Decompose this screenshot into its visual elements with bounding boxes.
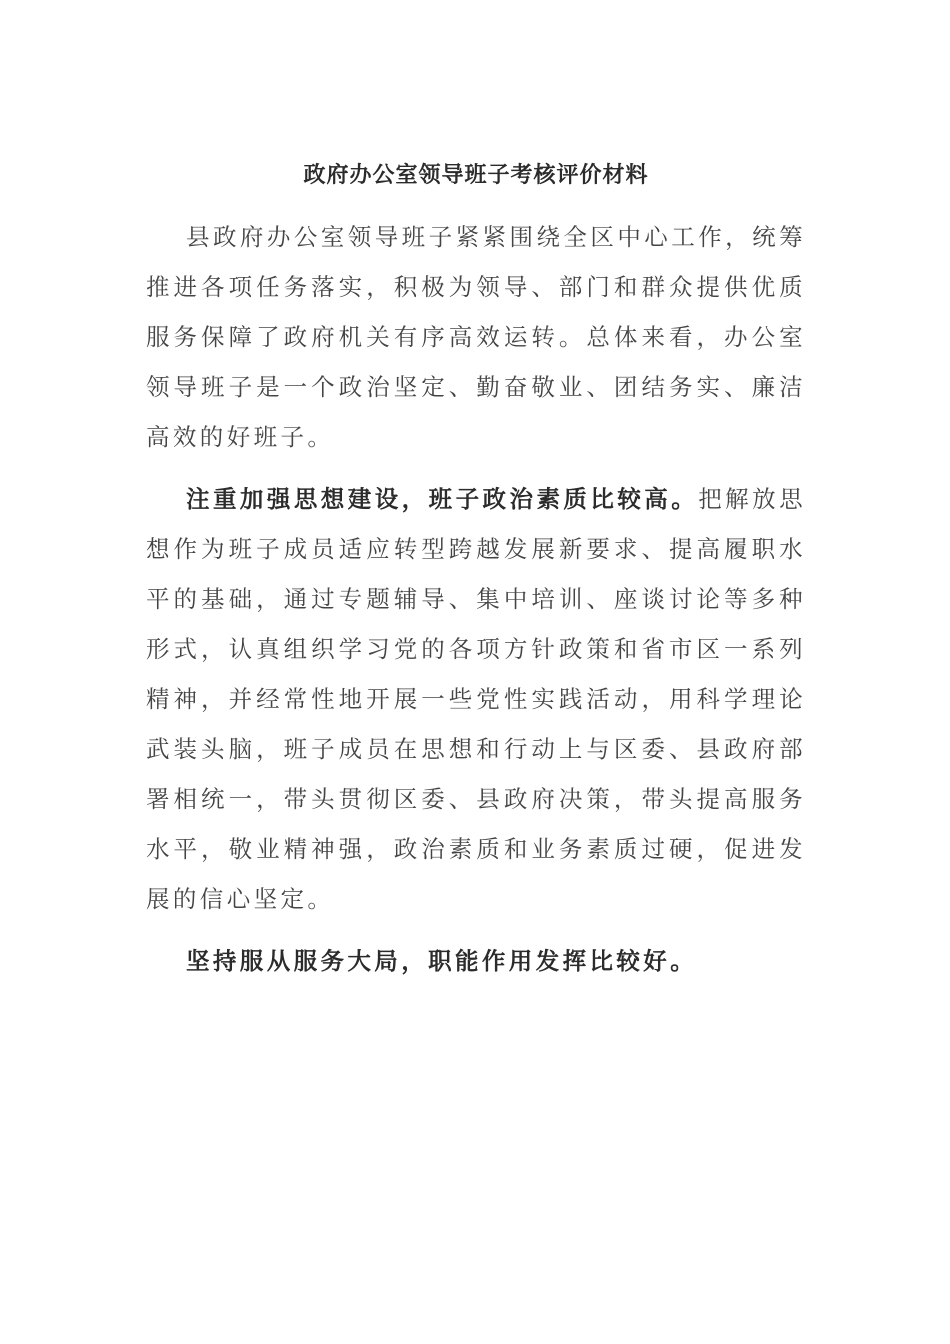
paragraph-service [146,936,806,986]
paragraph-text: 县政府办公室领导班子紧紧围绕全区中心工作，统筹推进各项任务落实，积极为领导、部门和群众提供优质服务保障了政府机关有序高效运转。总体来看，办公室领导班子是一个政治坚定、勤奋敬业、团结务实、廉洁高效的好班子。 [146,223,806,451]
paragraph-ideology [146,474,806,924]
document-body [146,158,806,986]
paragraph-lead: 坚持服从服务大局，职能作用发挥比较好。 [186,947,698,975]
document-title: 政府办公室领导班子考核评价材料 [303,163,649,188]
paragraph-lead: 注重加强思想建设，班子政治素质比较高。 [186,485,699,513]
paragraph-text: 把解放思想作为班子成员适应转型跨越发展新要求、提高履职水平的基础，通过专题辅导、集中培训、座谈讨论等多种形式，认真组织学习党的各项方针政策和省市区一系列精神，并经常性地开展一些党性实践活动，用科学理论武装头脑，班子成员在思想和行动上与区委、县政府部署相统一，带头贯彻区委、县政府决策，带头提高服务水平，敬业精神强，政治素质和业务素质过硬，促进发展的信心坚定。 [146,485,806,913]
paragraph-intro [146,212,806,462]
